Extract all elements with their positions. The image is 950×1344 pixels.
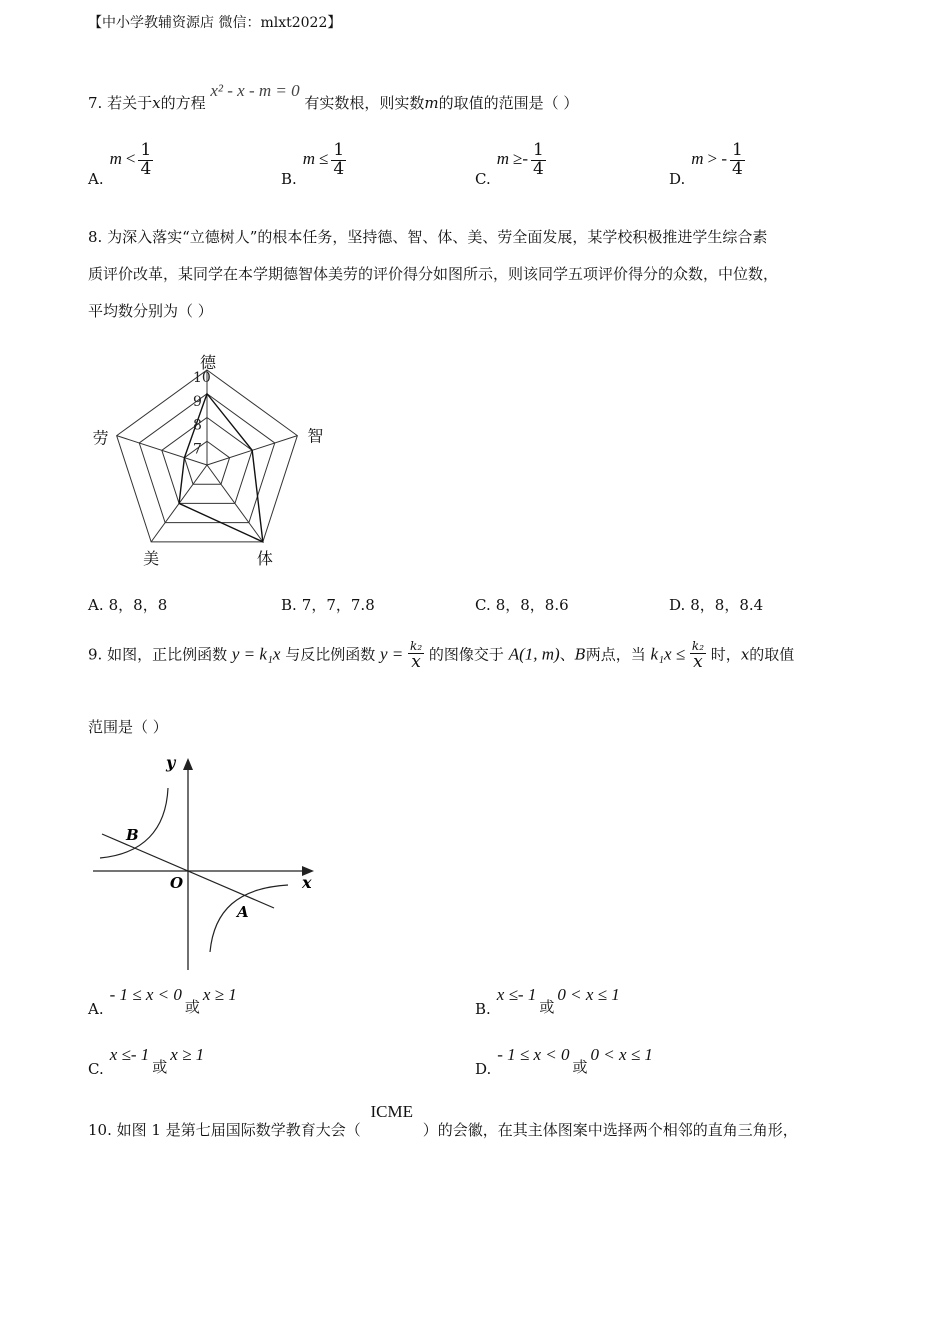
fraction-denominator: 4 — [533, 158, 544, 179]
q9-ineq-k2: k₂ — [691, 639, 705, 653]
fraction-numerator: 1 — [140, 140, 152, 160]
option-or: 或 — [539, 998, 555, 1016]
option-or: 或 — [152, 1058, 168, 1076]
q9-option-1[interactable] — [475, 984, 620, 1024]
axis-label-3: 美 — [143, 548, 160, 568]
q9-text4: 两点，当 — [585, 645, 646, 664]
q9-fraction-k2-x — [408, 640, 424, 671]
q7-option-3[interactable] — [669, 142, 745, 190]
option-letter: A. — [88, 1000, 104, 1018]
q8-line3: 平均数分别为（ ） — [88, 302, 213, 320]
q9-inequality: k₁x ≤ — [650, 644, 686, 664]
q7-var-x: x — [152, 94, 161, 112]
tick-label-9: 9 — [193, 393, 202, 410]
q8-option-0[interactable] — [88, 594, 167, 615]
q9-ineq-x: x — [693, 651, 703, 672]
option-letter: A. — [88, 596, 104, 614]
tick-label-8: 8 — [193, 417, 202, 434]
function-graph — [88, 750, 323, 975]
axis-label-1: 智 — [307, 426, 324, 446]
q8-option-1[interactable] — [281, 594, 375, 615]
option-part-1: - 1 ≤ x < 0 — [497, 1045, 570, 1064]
option-fraction — [138, 142, 153, 179]
q7-text-mid: 的方程 — [160, 94, 206, 112]
q8-line2: 质评价改革，某同学在本学期德智体美劳的评价得分如图所示，则该同学五项评价得分的众数，中位数， — [88, 265, 779, 283]
q9-text1: 与反比例函数 — [285, 645, 376, 664]
axis-label-2: 体 — [256, 548, 273, 568]
q8-option-2[interactable] — [475, 594, 569, 615]
q9-point-b: B — [574, 645, 586, 664]
option-part-2: 0 < x ≤ 1 — [557, 985, 620, 1004]
q9-lead: 9. 如图，正比例函数 — [88, 645, 228, 664]
option-letter: D. — [669, 596, 686, 614]
q7-var-m: m — [424, 94, 439, 112]
q9-y-eq: y = — [379, 644, 404, 664]
option-relation: > - — [707, 149, 728, 169]
q10-text2: ）的会徽，在其主体图案中选择两个相邻的直角三角形， — [422, 1121, 798, 1139]
radar-chart — [80, 335, 340, 580]
q9-option-2[interactable] — [88, 1044, 204, 1084]
option-part-2: x ≥ 1 — [202, 985, 237, 1004]
option-letter: C. — [475, 596, 491, 614]
option-relation: ≥- — [513, 149, 528, 169]
option-or: 或 — [184, 998, 200, 1016]
q7-text-end: 的取值的范围是（ ） — [438, 94, 579, 112]
q9-x-den: x — [411, 651, 421, 672]
q9-option-0[interactable] — [88, 984, 237, 1024]
q9-option-3[interactable] — [475, 1044, 653, 1084]
q9-f1: y = k₁x — [231, 644, 281, 664]
option-text: 8，8，8.4 — [690, 596, 764, 614]
q9-line2: 范围是（ ） — [88, 718, 168, 736]
option-var-m: m — [496, 149, 509, 169]
axis-label-0: 德 — [200, 353, 217, 372]
point-b-label: B — [126, 826, 139, 844]
q7-equation: x² - x - m = 0 — [210, 81, 300, 100]
x-axis-label: x — [302, 873, 312, 892]
q9-ineq-fraction — [690, 640, 706, 671]
axis-label-4: 劳 — [92, 428, 109, 448]
q8-option-3[interactable] — [669, 594, 763, 615]
q9-text7: 的取值 — [749, 645, 795, 664]
hyperbola-branch-4th-quadrant — [210, 885, 288, 952]
q9-text2: 的图像交于 — [428, 645, 504, 664]
option-letter: B. — [475, 1000, 491, 1018]
q7-option-2[interactable] — [475, 142, 546, 190]
option-letter: A. — [88, 170, 104, 189]
option-fraction — [730, 142, 745, 179]
q10-icme: ICME — [370, 1102, 413, 1121]
fraction-numerator: 1 — [533, 140, 544, 160]
header-watermark: 【中小学教辅资源店 微信：mlxt2022】 — [88, 15, 342, 31]
q9-point-a: A(1, m) — [508, 644, 560, 664]
q9-text6: x — [740, 645, 750, 664]
question-10 — [88, 1102, 798, 1140]
q7-text-after: 有实数根，则实数 — [304, 94, 425, 112]
origin-label: O — [170, 874, 184, 892]
option-part-1: x ≤- 1 — [496, 985, 537, 1004]
option-letter: B. — [281, 596, 297, 614]
option-part-1: - 1 ≤ x < 0 — [109, 985, 182, 1004]
option-letter: D. — [669, 170, 686, 189]
fraction-numerator: 1 — [333, 140, 345, 160]
option-text: 7，7，7.8 — [301, 596, 375, 614]
fraction-denominator: 4 — [140, 158, 152, 179]
option-relation: < — [125, 149, 136, 169]
y-axis-arrow — [183, 758, 193, 770]
option-or: 或 — [572, 1058, 588, 1076]
fraction-denominator: 4 — [732, 158, 743, 179]
y-axis-label: y — [166, 753, 176, 772]
q9-text5: 时， — [710, 645, 741, 664]
point-a-label: A — [237, 903, 249, 921]
option-fraction — [531, 142, 546, 179]
q8-line1: 8. 为深入落实“立德树人”的根本任务，坚持德、智、体、美、劳全面发展，某学校积极推进学生综合素 — [88, 228, 768, 246]
q7-option-1[interactable] — [281, 142, 346, 190]
option-var-m: m — [302, 149, 316, 169]
question-7 — [88, 81, 579, 113]
option-fraction — [331, 142, 346, 179]
question-9 — [88, 640, 794, 671]
option-part-2: x ≥ 1 — [170, 1045, 205, 1064]
option-var-m: m — [691, 149, 704, 169]
q10-text1: 10. 如图 1 是第七届国际数学教育大会（ — [88, 1121, 361, 1139]
option-part-1: x ≤- 1 — [109, 1045, 150, 1064]
option-text: 8，8，8 — [108, 596, 168, 614]
q7-lead: 7. 若关于 — [88, 94, 153, 112]
option-letter: C. — [475, 170, 491, 189]
fraction-denominator: 4 — [333, 158, 345, 179]
option-var-m: m — [109, 149, 122, 169]
tick-label-10: 10 — [193, 370, 211, 386]
fraction-numerator: 1 — [732, 140, 743, 160]
q9-text3: 、 — [559, 645, 575, 664]
option-letter: D. — [475, 1060, 492, 1078]
q7-option-0[interactable] — [88, 142, 153, 190]
option-text: 8，8，8.6 — [495, 596, 569, 614]
q9-k2: k₂ — [410, 639, 423, 653]
tick-label-7: 7 — [193, 441, 202, 458]
option-letter: B. — [281, 170, 297, 189]
option-relation: ≤ — [319, 149, 329, 169]
option-part-2: 0 < x ≤ 1 — [590, 1045, 653, 1064]
option-letter: C. — [88, 1060, 104, 1078]
